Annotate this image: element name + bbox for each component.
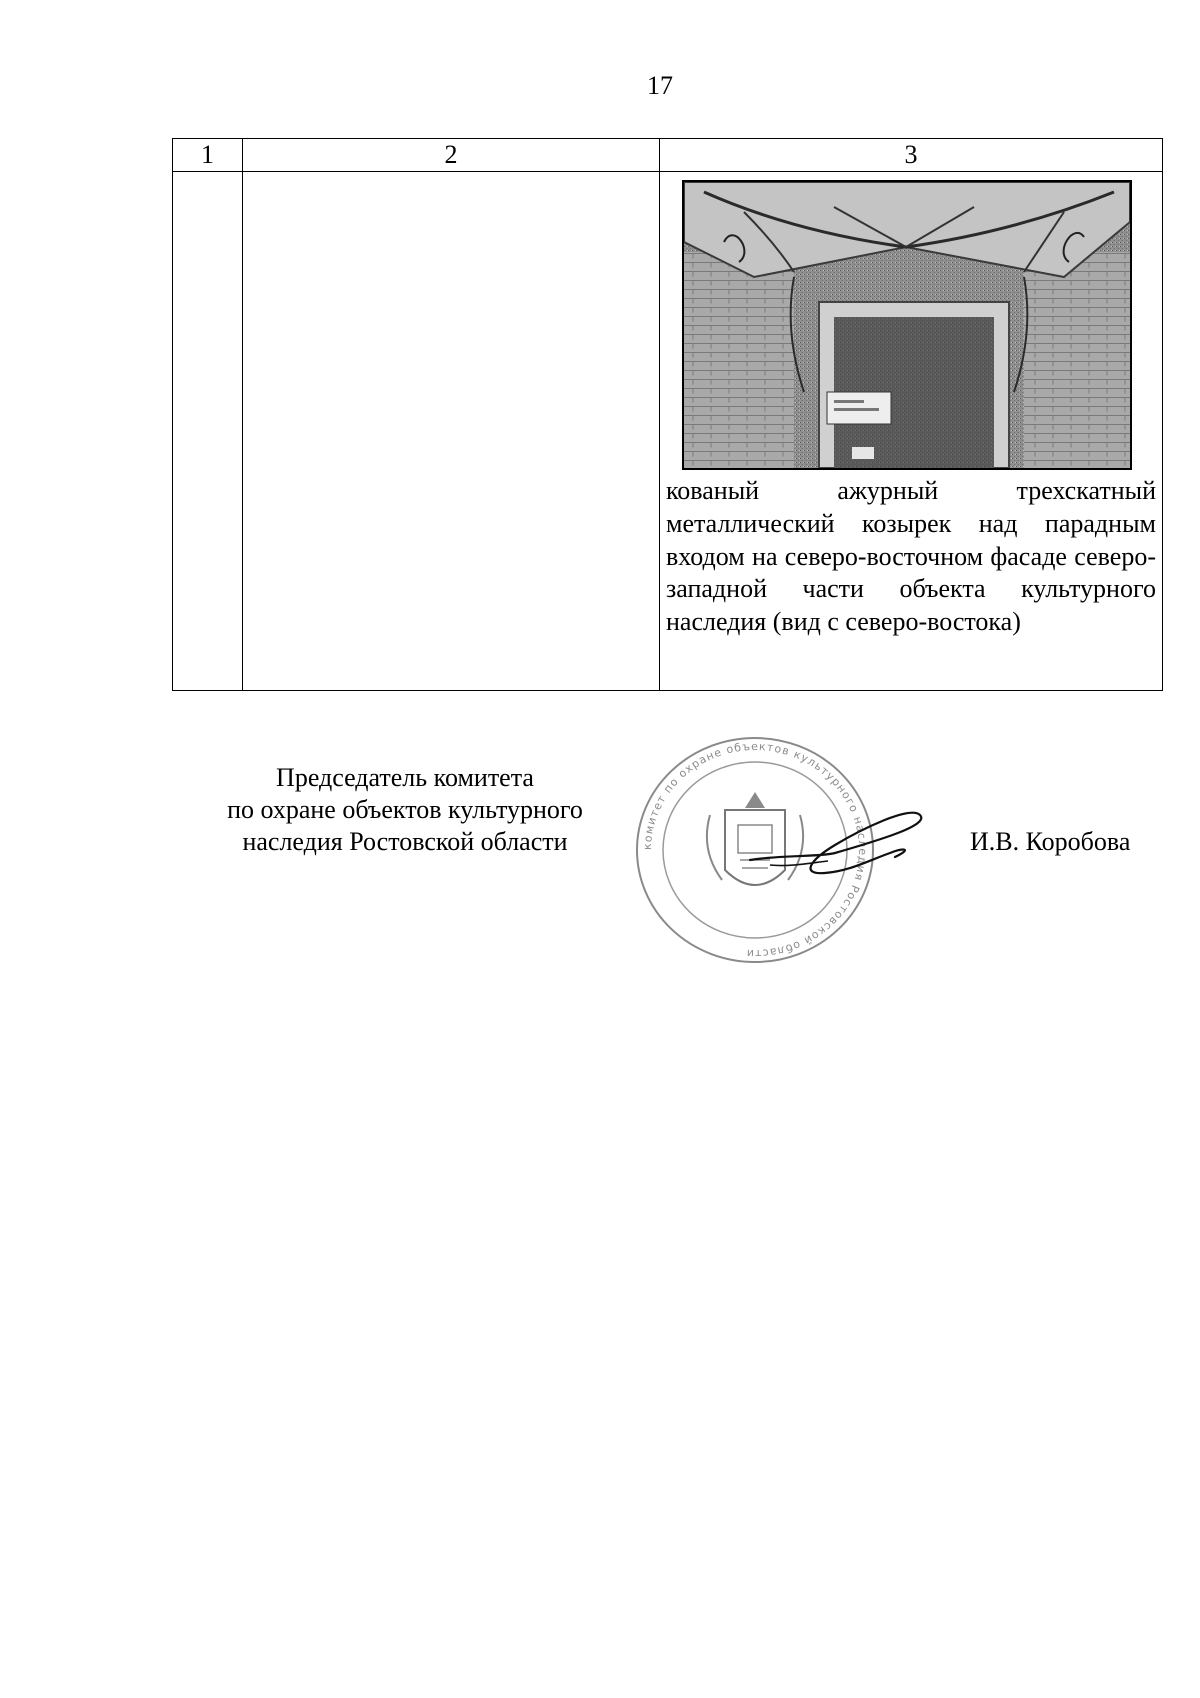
stamp-text: комитет по охране объектов культурного наследия Ростовской области — [640, 739, 870, 961]
table-header-cell: 2 — [243, 139, 660, 172]
table-header-cell: 1 — [173, 139, 243, 172]
signatory-title — [190, 762, 620, 858]
document-table — [172, 138, 1163, 691]
table-row — [173, 172, 1163, 691]
signer-name: И.В. Коробова — [970, 827, 1131, 856]
table-header-cell: 3 — [660, 139, 1163, 172]
table-cell-col2 — [243, 172, 660, 691]
signatory-title-line: по охране объектов культурного — [227, 795, 583, 824]
table-cell-col3 — [660, 172, 1163, 691]
photo-caption: кованый ажурный трехскатный металлический козырек над парадным входом на северо-восточном фасаде северо-западной части объекта культурного наследия (вид с северо-востока) — [666, 476, 1156, 637]
table-cell-col1 — [173, 172, 243, 691]
signatory-title-line: Председатель комитета — [276, 763, 534, 792]
handwritten-signature-icon — [740, 805, 940, 885]
signatory-title-line: наследия Ростовской области — [242, 827, 568, 856]
entrance-canopy-photo — [682, 180, 1132, 470]
table-header-row — [173, 139, 1163, 172]
page-number: 17 — [647, 71, 673, 100]
